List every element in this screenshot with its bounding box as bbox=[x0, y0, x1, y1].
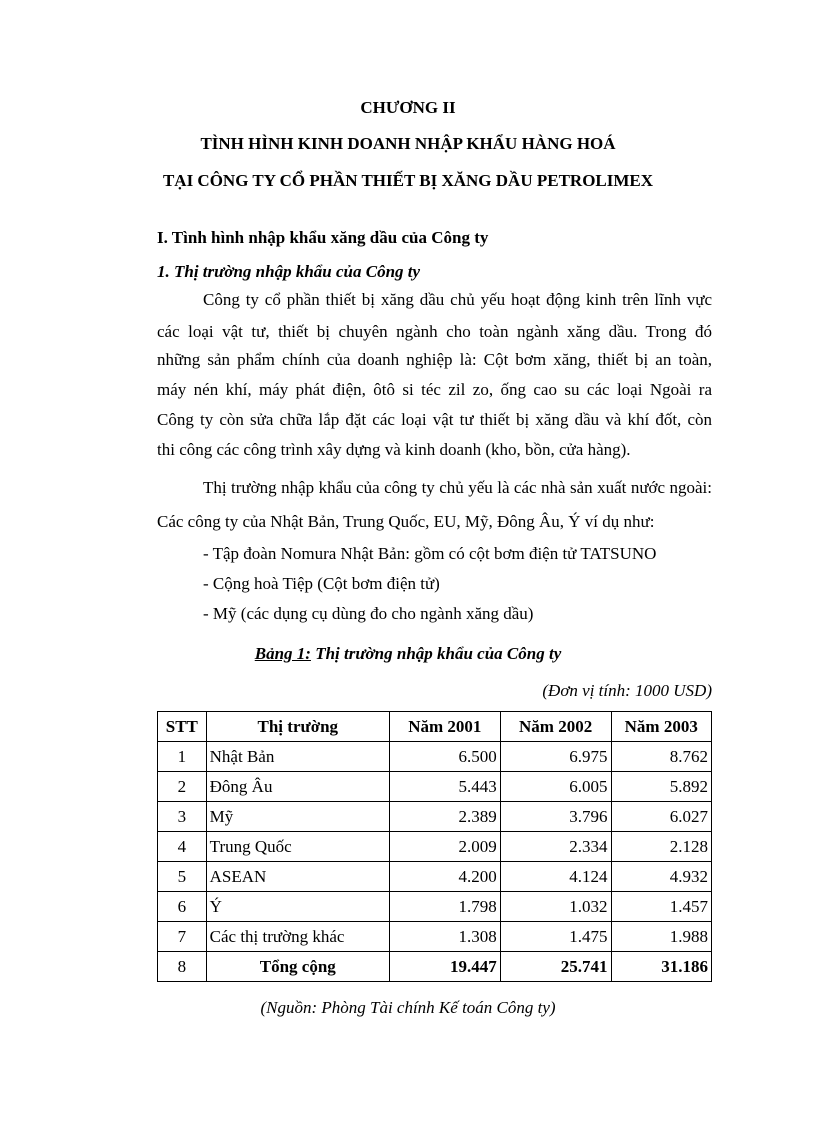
paragraph-line: Công ty còn sửa chữa lắp đặt các loại vật tư thiết bị xăng dầu và khí đốt, còn bbox=[157, 410, 712, 429]
chapter-heading-line-1: TÌNH HÌNH KINH DOANH NHẬP KHẨU HÀNG HOÁ bbox=[200, 134, 616, 153]
cell-stt: 1 bbox=[158, 742, 207, 772]
cell-2002: 1.032 bbox=[500, 892, 611, 922]
cell-2002: 1.475 bbox=[500, 922, 611, 952]
cell-market: ASEAN bbox=[206, 862, 389, 892]
cell-2003: 8.762 bbox=[611, 742, 711, 772]
cell-2001: 2.009 bbox=[389, 832, 500, 862]
paragraph-line: Các công ty của Nhật Bản, Trung Quốc, EU, Mỹ, Đông Âu, Ý ví dụ như: bbox=[157, 512, 655, 531]
cell-total-label: Tổng cộng bbox=[206, 952, 389, 982]
cell-2003: 6.027 bbox=[611, 802, 711, 832]
cell-2001: 5.443 bbox=[389, 772, 500, 802]
bullet-item: - Tập đoàn Nomura Nhật Bản: gồm có cột bơm điện tử TATSUNO bbox=[203, 544, 657, 563]
table-total-row bbox=[158, 952, 712, 982]
chapter-heading-line-2: TẠI CÔNG TY CỔ PHẦN THIẾT BỊ XĂNG DẦU PETROLIMEX bbox=[162, 171, 654, 190]
cell-stt: 6 bbox=[158, 892, 207, 922]
cell-market: Các thị trường khác bbox=[206, 922, 389, 952]
table-source: (Nguồn: Phòng Tài chính Kế toán Công ty) bbox=[260, 998, 556, 1017]
column-header: Năm 2001 bbox=[389, 712, 500, 742]
cell-2001: 2.389 bbox=[389, 802, 500, 832]
cell-stt: 5 bbox=[158, 862, 207, 892]
cell-2001: 4.200 bbox=[389, 862, 500, 892]
column-header: STT bbox=[158, 712, 207, 742]
paragraph-line: Thị trường nhập khẩu của công ty chủ yếu là các nhà sản xuất nước ngoài: bbox=[203, 478, 712, 497]
subsection-title: 1. Thị trường nhập khẩu của Công ty bbox=[157, 262, 421, 281]
cell-2001: 1.308 bbox=[389, 922, 500, 952]
table-row bbox=[158, 772, 712, 802]
cell-market: Nhật Bản bbox=[206, 742, 389, 772]
paragraph-line: Công ty cổ phần thiết bị xăng dầu chủ yếu hoạt động kinh trên lĩnh vực bbox=[203, 290, 712, 309]
bullet-item: - Cộng hoà Tiệp (Cột bơm điện tử) bbox=[203, 574, 440, 593]
cell-market: Trung Quốc bbox=[206, 832, 389, 862]
cell-total-2001: 19.447 bbox=[389, 952, 500, 982]
cell-2002: 4.124 bbox=[500, 862, 611, 892]
table-row bbox=[158, 832, 712, 862]
table-row bbox=[158, 892, 712, 922]
paragraph-line: thi công các công trình xây dựng và kinh doanh (kho, bồn, cửa hàng). bbox=[157, 440, 631, 459]
table-row bbox=[158, 742, 712, 772]
cell-2003: 5.892 bbox=[611, 772, 711, 802]
table-row bbox=[158, 802, 712, 832]
import-market-table bbox=[157, 711, 712, 982]
cell-stt: 3 bbox=[158, 802, 207, 832]
cell-2002: 6.005 bbox=[500, 772, 611, 802]
bullet-item: - Mỹ (các dụng cụ dùng đo cho ngành xăng dầu) bbox=[203, 604, 534, 623]
column-header: Thị trường bbox=[206, 712, 389, 742]
table-caption-label: Bảng 1: bbox=[254, 644, 311, 663]
cell-stt: 7 bbox=[158, 922, 207, 952]
column-header: Năm 2003 bbox=[611, 712, 711, 742]
cell-2003: 1.457 bbox=[611, 892, 711, 922]
cell-2001: 1.798 bbox=[389, 892, 500, 922]
chapter-title: CHƯƠNG II bbox=[360, 98, 456, 117]
table-row bbox=[158, 862, 712, 892]
cell-2002: 6.975 bbox=[500, 742, 611, 772]
cell-total-2003: 31.186 bbox=[611, 952, 711, 982]
paragraph-line: các loại vật tư, thiết bị chuyên ngành cho toàn ngành xăng dầu. Trong đó bbox=[157, 322, 712, 341]
cell-stt: 8 bbox=[158, 952, 207, 982]
cell-2003: 2.128 bbox=[611, 832, 711, 862]
column-header: Năm 2002 bbox=[500, 712, 611, 742]
cell-2002: 2.334 bbox=[500, 832, 611, 862]
cell-stt: 2 bbox=[158, 772, 207, 802]
section-title: I. Tình hình nhập khẩu xăng dầu của Công ty bbox=[157, 228, 489, 247]
paragraph-line: những sản phẩm chính của doanh nghiệp là: Cột bơm xăng, thiết bị an toàn, bbox=[157, 350, 712, 369]
table-caption-text: Thị trường nhập khẩu của Công ty bbox=[310, 644, 562, 663]
cell-2003: 1.988 bbox=[611, 922, 711, 952]
cell-total-2002: 25.741 bbox=[500, 952, 611, 982]
cell-market: Đông Âu bbox=[206, 772, 389, 802]
table-row bbox=[158, 922, 712, 952]
table-caption bbox=[0, 644, 816, 664]
table-unit: (Đơn vị tính: 1000 USD) bbox=[542, 681, 712, 700]
table-header-row bbox=[158, 712, 712, 742]
cell-market: Mỹ bbox=[206, 802, 389, 832]
paragraph-line: máy nén khí, máy phát điện, ôtô si téc zil zo, ống cao su các loại Ngoài ra bbox=[157, 380, 712, 399]
cell-2003: 4.932 bbox=[611, 862, 711, 892]
cell-market: Ý bbox=[206, 892, 389, 922]
cell-2002: 3.796 bbox=[500, 802, 611, 832]
cell-stt: 4 bbox=[158, 832, 207, 862]
cell-2001: 6.500 bbox=[389, 742, 500, 772]
